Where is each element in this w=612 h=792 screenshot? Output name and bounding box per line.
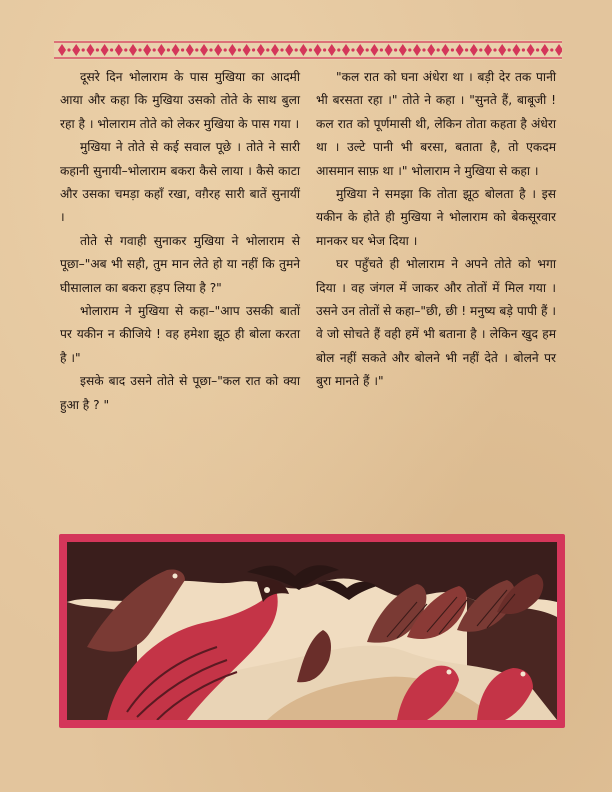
right-column [316, 66, 556, 394]
parrots-illustration [59, 534, 565, 728]
paragraph: मुखिया ने समझा कि तोता झूठ बोलता है । इस यकीन के होते ही मुखिया ने भोलाराम को बेकसूरवार मानकर घर भेज दिया । [316, 187, 556, 248]
paragraph: मुखिया ने तोते से कई सवाल पूछे । तोते ने सारी कहानी सुनायी–भोलाराम बकरा कैसे लाया । कैसे काटा और उसका चमड़ा कहाँ रखा, वग़ैरह सारी बातें सुनायीं । [60, 140, 300, 225]
decorative-border-strip [54, 40, 562, 60]
paragraph: घर पहुँचते ही भोलाराम ने अपने तोते को भगा दिया । वह जंगल में जाकर और तोतों में मिल गया । उसने उन तोतों से कहा–"छी, छी ! मनुष्य बड़े पापी हैं । वे जो सोचते हैं वही हमें भी बताना है । लेकिन खुद हम बोल नहीं सकते और बोलने भी नहीं देते । बोलने पर बुरा मानते हैं ।" [316, 257, 556, 389]
paragraph: इसके बाद उसने तोते से पूछा–"कल रात को क्या हुआ है ? " [60, 374, 300, 412]
left-column [60, 66, 300, 417]
floral-border-icon [54, 40, 562, 60]
paragraph: भोलाराम ने मुखिया से कहा–"आप उसकी बातों पर यकीन न कीजिये ! वह हमेशा झूठ ही बोला करता है ।" [60, 304, 300, 365]
paragraph: दूसरे दिन भोलाराम के पास मुखिया का आदमी आया और कहा कि मुखिया उसको तोते के साथ बुला रहा है । भोलाराम तोते को लेकर मुखिया के पास गया । [60, 70, 300, 131]
paragraph: "कल रात को घना अंधेरा था । बड़ी देर तक पानी भी बरसता रहा ।" तोते ने कहा । "सुनते हैं, बाबूजी ! कल रात को पूर्णमासी थी, लेकिन तोता कहता है अंधेरा था । उल्टे पानी भी बरसा, बताता है, तो एकदम आसमान साफ़ था ।" भोलाराम ने मुखिया से कहा । [316, 70, 556, 178]
parrots-illustration-icon [67, 542, 557, 720]
paragraph: तोते से गवाही सुनाकर मुखिया ने भोलाराम से पूछा–"अब भी सही, तुम मान लेते हो या नहीं कि तुमने घीसालाल का बकरा हड़प लिया है ?" [60, 233, 300, 295]
